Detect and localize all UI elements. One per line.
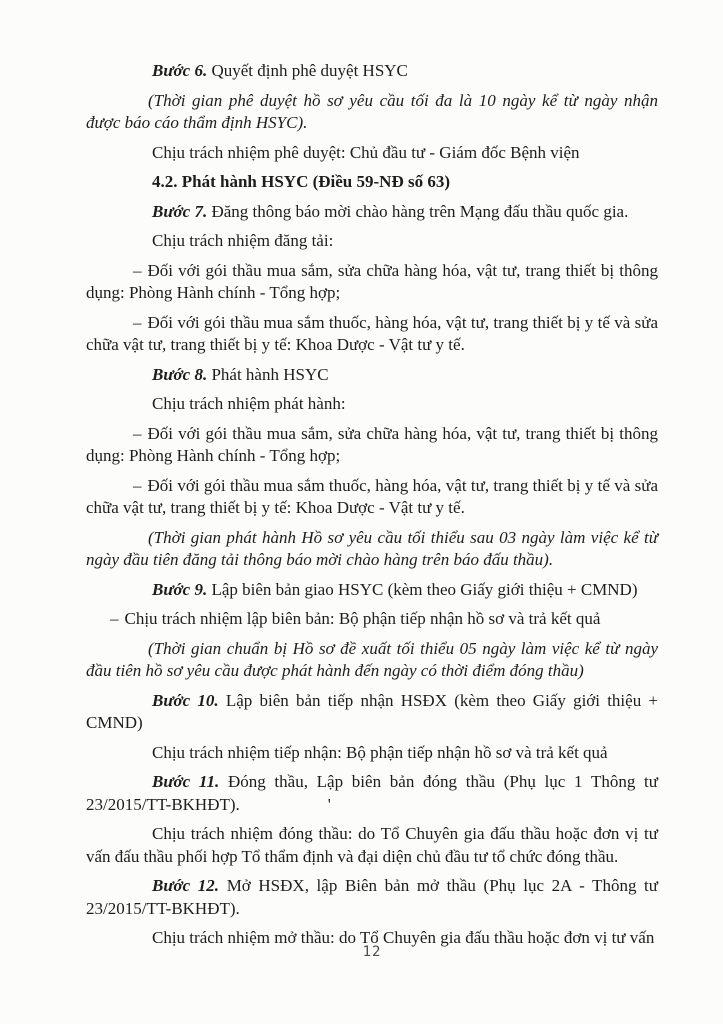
body-paragraph xyxy=(86,230,658,253)
time-note-paragraph xyxy=(86,90,658,135)
body-paragraph xyxy=(86,142,658,165)
paragraph-text: Đóng thầu, Lập biên bản đóng thầu (Phụ lục 1 Thông tư 23/2015/TT-BKHĐT). xyxy=(86,772,658,814)
paragraph-text: Chịu trách nhiệm phê duyệt: Chủ đầu tư - Giám đốc Bệnh viện xyxy=(152,142,580,162)
paragraph-text: Quyết định phê duyệt HSYC xyxy=(211,61,408,80)
paragraph-text: Mở HSĐX, lập Biên bản mở thầu (Phụ lục 2A - Thông tư 23/2015/TT-BKHĐT). xyxy=(86,876,658,918)
list-item xyxy=(86,312,658,357)
paragraph-text: Đối với gói thầu mua sắm, sửa chữa hàng hóa, vật tư, trang thiết bị thông dụng: Phòng Hành chính - Tổng hợp; xyxy=(86,260,658,302)
body-paragraph xyxy=(86,742,658,765)
dash-marker: – xyxy=(133,312,142,332)
dash-marker: – xyxy=(133,475,142,495)
step-label: Bước 10. xyxy=(152,690,219,710)
section-heading xyxy=(86,171,658,194)
list-item xyxy=(86,475,658,520)
paragraph-text: Đối với gói thầu mua sắm thuốc, hàng hóa, vật tư, trang thiết bị y tế và sửa chữa vật tư, trang thiết bị y tế: Khoa Dược - Vật tư y tế. xyxy=(86,475,658,517)
step-label: Bước 6. xyxy=(152,61,208,80)
time-note-paragraph xyxy=(86,527,658,572)
step-paragraph xyxy=(86,875,658,920)
paragraph-text: Chịu trách nhiệm đăng tải: xyxy=(152,231,334,250)
step-label: Bước 12. xyxy=(152,876,220,895)
step-paragraph xyxy=(86,771,658,816)
paragraph-text: Đối với gói thầu mua sắm thuốc, hàng hóa, vật tư, trang thiết bị y tế và sửa chữa vật tư, trang thiết bị y tế: Khoa Dược - Vật tư y tế. xyxy=(86,312,658,354)
page-number: 12 xyxy=(362,944,382,960)
body-paragraph xyxy=(86,393,658,416)
step-label: Bước 8. xyxy=(152,364,208,384)
document-body xyxy=(86,60,658,950)
stray-scan-mark: ' xyxy=(327,794,331,814)
list-item xyxy=(86,608,658,631)
list-item xyxy=(86,260,658,305)
paragraph-text: Chịu trách nhiệm phát hành: xyxy=(152,394,346,413)
step-label: Bước 9. xyxy=(152,579,208,599)
dash-marker: – xyxy=(133,260,142,280)
paragraph-text: Đăng thông báo mời chào hàng trên Mạng đấu thầu quốc gia. xyxy=(211,201,629,221)
paragraph-text: 4.2. Phát hành HSYC (Điều 59-NĐ số 63) xyxy=(152,172,450,191)
step-paragraph xyxy=(86,60,658,83)
paragraph-text: Đối với gói thầu mua sắm, sửa chữa hàng hóa, vật tư, trang thiết bị thông dụng: Phòng Hành chính - Tổng hợp; xyxy=(86,423,658,465)
paragraph-text: Chịu trách nhiệm mở thầu: do Tổ Chuyên gia đấu thầu hoặc đơn vị tư vấn xyxy=(152,928,655,947)
paragraph-text: Chịu trách nhiệm đóng thầu: do Tổ Chuyên gia đấu thầu hoặc đơn vị tư vấn đấu thầu phối hợp Tổ thẩm định và đại diện chủ đầu tư tổ chức đóng thầu. xyxy=(86,824,658,866)
step-label: Bước 7. xyxy=(152,201,208,221)
paragraph-text: Chịu trách nhiệm lập biên bản: Bộ phận tiếp nhận hồ sơ và trả kết quả xyxy=(124,609,601,628)
paragraph-text: Lập biên bản giao HSYC (kèm theo Giấy giới thiệu + CMND) xyxy=(211,579,638,599)
step-paragraph xyxy=(86,690,658,735)
step-label: Bước 11. xyxy=(152,772,220,791)
paragraph-text: Chịu trách nhiệm tiếp nhận: Bộ phận tiếp nhận hồ sơ và trả kết quả xyxy=(152,742,608,762)
paragraph-text: (Thời gian chuẩn bị Hồ sơ đề xuất tối thiểu 05 ngày làm việc kể từ ngày đầu tiên hồ sơ yêu cầu được phát hành đến ngày có thời điểm đóng thầu) xyxy=(86,638,658,680)
list-item xyxy=(86,423,658,468)
dash-marker: – xyxy=(133,423,142,443)
body-paragraph xyxy=(86,823,658,868)
dash-marker: – xyxy=(110,609,119,628)
paragraph-text: (Thời gian phê duyệt hồ sơ yêu cầu tối đa là 10 ngày kể từ ngày nhận được báo cáo thẩm định HSYC). xyxy=(86,90,658,132)
step-paragraph xyxy=(86,201,658,224)
paragraph-text: (Thời gian phát hành Hồ sơ yêu cầu tối thiểu sau 03 ngày làm việc kể từ ngày đầu tiên đăng tải thông báo mời chào hàng trên báo đấu thầu). xyxy=(86,527,658,569)
step-paragraph xyxy=(86,364,658,387)
paragraph-text: Lập biên bản tiếp nhận HSĐX (kèm theo Giấy giới thiệu + CMND) xyxy=(86,690,659,732)
paragraph-text: Phát hành HSYC xyxy=(211,364,329,384)
time-note-paragraph xyxy=(86,638,658,683)
step-paragraph xyxy=(86,579,658,602)
